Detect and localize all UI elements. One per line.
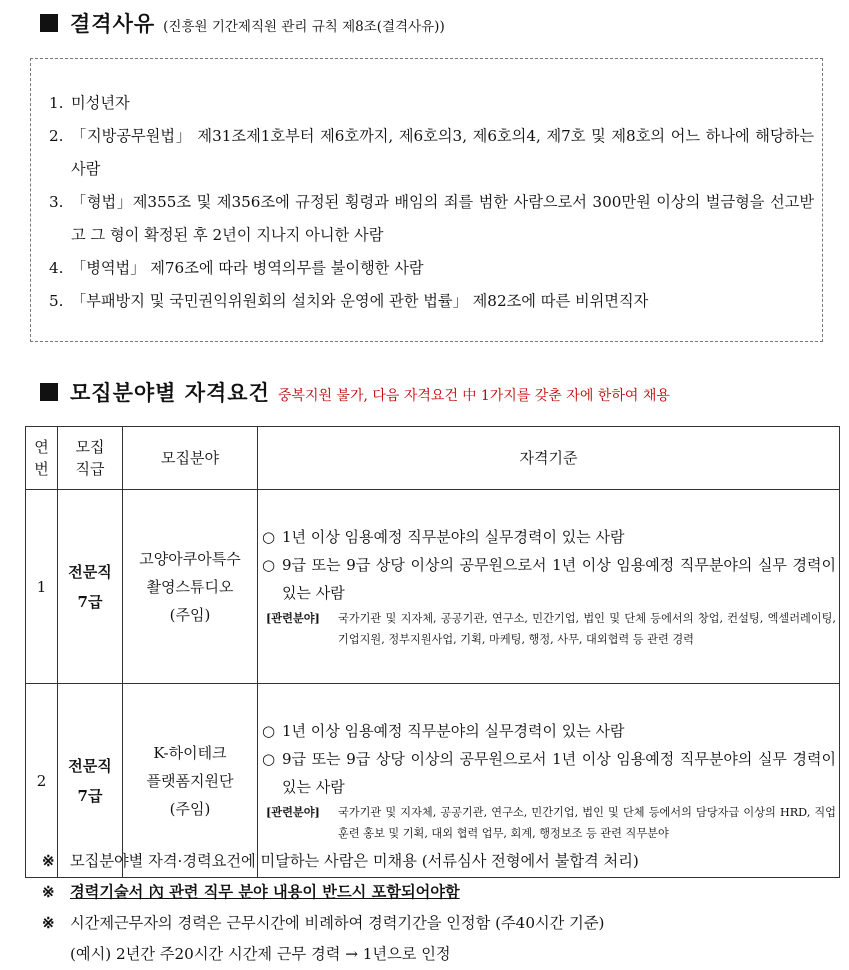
circle-bullet-icon: ○ xyxy=(262,750,276,768)
square-bullet-icon xyxy=(40,383,58,401)
header-criteria: 자격기준 xyxy=(258,427,840,490)
row-number: 1 xyxy=(26,490,58,684)
note-text: 시간제근무자의 경력은 근무시간에 비례하여 경력기간을 인정함 (주40시간 기준) xyxy=(70,914,605,932)
item-number: 1. xyxy=(49,94,64,112)
related-label: [관련분야] xyxy=(266,611,320,625)
circle-bullet-icon: ○ xyxy=(262,528,276,546)
reference-mark-icon: ※ xyxy=(42,883,55,901)
header-no-line2: 번 xyxy=(34,460,49,478)
criteria-text: 9급 또는 9급 상당 이상의 공무원으로서 1년 이상 임용예정 직무분야의 실무 경력이 있는 사람 xyxy=(282,750,836,796)
item-text: 미성년자 xyxy=(71,94,130,112)
item-number: 2. xyxy=(49,127,64,145)
section-heading: 모집분야별 자격요건 xyxy=(70,380,270,405)
list-item xyxy=(49,120,814,186)
disqualification-box xyxy=(30,58,823,342)
item-number: 4. xyxy=(49,259,64,277)
rank-line2: 7급 xyxy=(77,592,103,611)
criteria-item xyxy=(262,551,836,607)
note-text: 경력기술서 內 관련 직무 분야 내용이 반드시 포함되어야함 xyxy=(70,883,460,901)
square-bullet-icon xyxy=(40,14,58,32)
criteria-item xyxy=(262,745,836,801)
section-subtitle-red: 중복지원 불가, 다음 자격요건 中 1가지를 갖춘 자에 한하여 채용 xyxy=(277,388,670,404)
list-item xyxy=(49,285,814,318)
rank-cell xyxy=(58,490,123,684)
header-rank-line2: 직급 xyxy=(75,460,105,478)
field-cell xyxy=(123,490,258,684)
disqualification-section-title xyxy=(40,8,445,38)
header-no-line1: 연 xyxy=(34,438,49,456)
related-field xyxy=(262,608,836,650)
header-rank xyxy=(58,427,123,490)
field-line3: (주임) xyxy=(169,605,211,624)
field-line3: (주임) xyxy=(169,799,211,818)
criteria-text: 1년 이상 임용예정 직무분야의 실무경력이 있는 사람 xyxy=(282,722,625,740)
reference-mark-icon: ※ xyxy=(42,914,55,932)
field-line1: K-하이테크 xyxy=(153,743,227,762)
notes xyxy=(42,846,842,970)
header-no xyxy=(26,427,58,490)
criteria-item xyxy=(262,523,836,551)
list-item xyxy=(49,252,814,285)
reference-mark-icon: ※ xyxy=(42,852,55,870)
field-line2: 플랫폼지원단 xyxy=(146,771,234,790)
criteria-text: 9급 또는 9급 상당 이상의 공무원으로서 1년 이상 임용예정 직무분야의 실무 경력이 있는 사람 xyxy=(282,556,836,602)
field-line2: 촬영스튜디오 xyxy=(146,577,234,596)
table-header-row xyxy=(26,427,840,490)
item-number: 3. xyxy=(49,193,64,211)
section-heading: 결격사유 xyxy=(70,11,156,36)
field-line1: 고양아쿠아특수 xyxy=(139,549,241,568)
note xyxy=(42,908,842,939)
note-emphasis xyxy=(42,877,842,908)
criteria-item xyxy=(262,717,836,745)
rank-line2: 7급 xyxy=(77,786,103,805)
item-text: 「병역법」 제76조에 따라 병역의무를 불이행한 사람 xyxy=(71,259,424,277)
related-text: 국가기관 및 지자체, 공공기관, 연구소, 민간기업, 법인 및 단체 등에서의 담당자급 이상의 HRD, 직업 훈련 홍보 및 기획, 대외 협력 업무, 회계, 행정보조 등 관련 직무분야 xyxy=(338,806,836,840)
circle-bullet-icon: ○ xyxy=(262,722,276,740)
list-item xyxy=(49,186,814,252)
item-number: 5. xyxy=(49,292,64,310)
note-text: 모집분야별 자격·경력요건에 미달하는 사람은 미채용 (서류심사 전형에서 불합격 처리) xyxy=(70,852,639,870)
disqualification-list xyxy=(31,59,822,318)
related-label: [관련분야] xyxy=(266,805,320,819)
circle-bullet-icon: ○ xyxy=(262,556,276,574)
header-field: 모집분야 xyxy=(123,427,258,490)
related-text: 국가기관 및 지자체, 공공기관, 연구소, 민간기업, 법인 및 단체 등에서의 창업, 컨설팅, 엑셀러레이팅, 기업지원, 정부지원사업, 기획, 마케팅, 행정, 사무, 대외협력 등 관련 경력 xyxy=(338,612,836,646)
note xyxy=(42,846,842,877)
requirements-section-title xyxy=(40,377,670,407)
criteria-text: 1년 이상 임용예정 직무분야의 실무경력이 있는 사람 xyxy=(282,528,625,546)
rank-line1: 전문직 xyxy=(68,562,112,581)
requirements-table xyxy=(25,426,840,878)
item-text: 「형법」제355조 및 제356조에 규정된 횡령과 배임의 죄를 범한 사람으로서 300만원 이상의 벌금형을 선고받고 그 형이 확정된 후 2년이 지나지 아니한 사람 xyxy=(71,193,814,244)
related-field xyxy=(262,802,836,844)
item-text: 「지방공무원법」 제31조제1호부터 제6호까지, 제6호의3, 제6호의4, 제7호 및 제8호의 어느 하나에 해당하는 사람 xyxy=(71,127,814,178)
row-number: 2 xyxy=(26,684,58,878)
criteria-cell xyxy=(258,490,840,684)
rank-line1: 전문직 xyxy=(68,756,112,775)
note-example: (예시) 2년간 주20시간 시간제 근무 경력 → 1년으로 인정 xyxy=(70,945,451,963)
list-item xyxy=(49,87,814,120)
section-subtitle: (진흥원 기간제직원 관리 규칙 제8조(결격사유)) xyxy=(163,19,445,35)
table-row xyxy=(26,490,840,684)
item-text: 「부패방지 및 국민권익위원회의 설치와 운영에 관한 법률」 제82조에 따른 비위면직자 xyxy=(71,292,649,310)
header-rank-line1: 모집 xyxy=(75,438,105,456)
